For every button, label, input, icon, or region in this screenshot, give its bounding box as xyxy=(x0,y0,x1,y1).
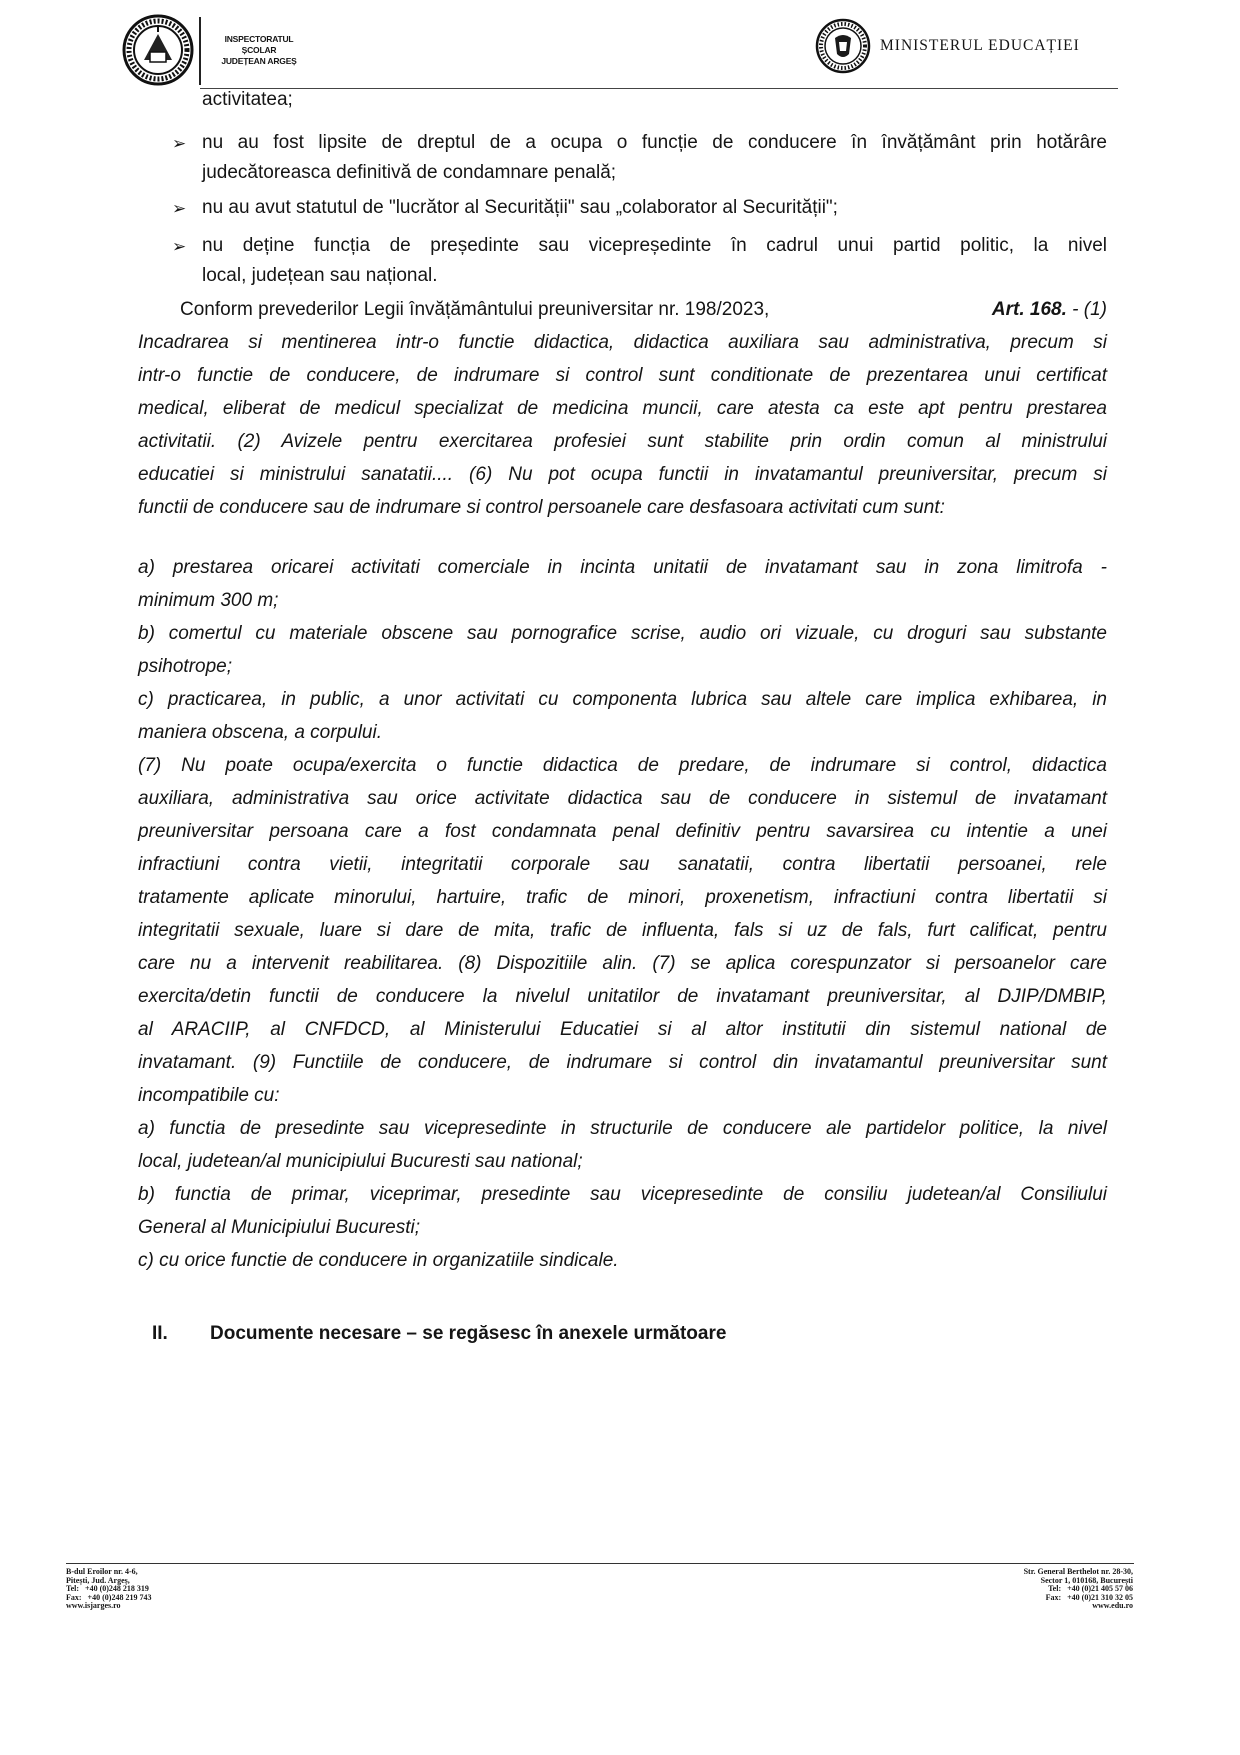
header-rule xyxy=(200,88,1118,89)
header-divider xyxy=(199,17,201,85)
government-seal-logo xyxy=(815,18,871,74)
para7-line-16: c) cu orice functie de conducere in organizatiile sindicale. xyxy=(138,1250,619,1271)
isj-arges-seal-logo xyxy=(122,14,194,86)
bullet-3-line-1: nu deține funcția de președinte sau vicepreședinte în cadrul unui partid politic, la nivel xyxy=(202,235,1107,256)
para7-line-11: incompatibile cu: xyxy=(138,1085,280,1106)
para7-line-15: General al Municipiului Bucuresti; xyxy=(138,1217,420,1238)
list6-b-line-1: b) comertul cu materiale obscene sau pornografice scrise, audio ori vizuale, cu droguri sau substante xyxy=(138,623,1107,644)
art-p1-line-6: functii de conducere sau de indrumare si control persoanele care desfasoara activitati cum sunt: xyxy=(138,497,945,518)
para7-line-13: local, judetean/al municipiului Bucuresti sau national; xyxy=(138,1151,583,1172)
bullet-1-line-1: nu au fost lipsite de dreptul de a ocupa o funcție de conducere în învățământ prin hotărâre xyxy=(202,132,1107,153)
para7-line-3: preuniversitar persoana care a fost condamnata penal definitiv pentru savarsirea cu intentie a unei xyxy=(138,821,1107,842)
para7-line-8: exercita/detin functii de conducere la nivelul unitatilor de invatamant preuniversitar, al DJIP/DMBIP, xyxy=(138,986,1107,1007)
list6-c-line-2: maniera obscena, a corpului. xyxy=(138,722,382,743)
para7-line-6: integritatii sexuale, luare si dare de mita, trafic de influenta, fals si uz de fals, furt calificat, pentru xyxy=(138,920,1107,941)
arrow-bullet-icon: ➢ xyxy=(172,237,187,256)
section-number: II. xyxy=(152,1323,168,1344)
list6-a-line-1: a) prestarea oricarei activitati comerciale in incinta unitatii de invatamant sau in zona limitrofa - xyxy=(138,557,1107,578)
article-ref xyxy=(992,298,1107,322)
para7-line-2: auxiliara, administrativa sau orice activitate didactica sau de conducere in sistemul de invatamant xyxy=(138,788,1107,809)
bullet-3-line-2: local, județean sau național. xyxy=(202,265,438,286)
para7-line-10: invatamant. (9) Functiile de conducere, de indrumare si control din invatamantul preuniversitar sunt xyxy=(138,1052,1107,1073)
art-p1-line-5: educatiei si ministrului sanatatii.... (6) Nu pot ocupa functii in invatamantul preuniversitar, precum si xyxy=(138,464,1107,485)
list6-a-line-2: minimum 300 m; xyxy=(138,590,279,611)
list6-b-line-2: psihotrope; xyxy=(138,656,233,677)
art-p1-line-3: medical, eliberat de medicul specializat de medicina muncii, care atesta ca este apt pentru prestarea xyxy=(138,398,1107,419)
footer-right-line: Sector 1, 010168, București xyxy=(1040,1575,1133,1585)
footer-isj-contact xyxy=(66,1568,151,1611)
footer-left-line: Fax: +40 (0)248 219 743 xyxy=(66,1592,152,1602)
arrow-bullet-icon: ➢ xyxy=(172,199,187,218)
para7-line-7: care nu a intervenit reabilitarea. (8) Dispozitiile alin. (7) se aplica corespunzator si persoanelor care xyxy=(138,953,1107,974)
footer-rule xyxy=(66,1563,1134,1564)
footer-right-line: Tel: +40 (0)21 405 57 06 xyxy=(1048,1584,1133,1593)
footer-left-line: www.isjarges.ro xyxy=(66,1601,121,1610)
footer-ministry-contact xyxy=(930,1568,1133,1611)
footer-left-line: B-dul Eroilor nr. 4-6, xyxy=(66,1567,138,1576)
art-p1-line-2: intr-o functie de conducere, de indrumare si control sunt conditionate de prezentarea unui certificat xyxy=(138,365,1107,386)
para7-line-5: tratamente aplicate minorului, hartuire, trafic de minori, proxenetism, infractiuni contra libertatii si xyxy=(138,887,1107,908)
para7-line-1: (7) Nu poate ocupa/exercita o functie didactica de predare, de indrumare si control, didactica xyxy=(138,755,1107,776)
isj-name-line1: INSPECTORATUL ȘCOLAR xyxy=(224,34,294,55)
isj-name-line2: JUDEȚEAN ARGEȘ xyxy=(221,56,297,66)
list6-c-line-1: c) practicarea, in public, a unor activitati cu componenta lubrica sau altele care implica exhibarea, in xyxy=(138,689,1107,710)
para7-line-4: infractiuni contra vietii, integritatii corporale sau sanatatii, contra libertatii persoanei, rele xyxy=(138,854,1107,875)
conform-text: Conform prevederilor Legii învățământului preuniversitar nr. 198/2023, xyxy=(180,299,770,320)
footer-right-line: Str. General Berthelot nr. 28-30, xyxy=(1023,1567,1133,1576)
art-p1-line-1: Incadrarea si mentinerea intr-o functie didactica, didactica auxiliara sau administrativa, precum si xyxy=(138,332,1107,353)
section-title: Documente necesare – se regăsesc în anexele următoare xyxy=(210,1323,727,1344)
article-label: Art. 168. xyxy=(991,299,1067,320)
footer-left-line: Pitești, Jud. Argeș, xyxy=(66,1575,130,1585)
art-p1-line-4: activitatii. (2) Avizele pentru exercitarea profesiei sunt stabilite prin ordin comun al ministrului xyxy=(138,431,1107,452)
isj-name xyxy=(208,34,310,67)
footer-left-line: Tel: +40 (0)248 218 319 xyxy=(66,1584,149,1593)
page-header xyxy=(0,0,1240,95)
bullet-1-line-2: judecătoreasca definitivă de condamnare penală; xyxy=(202,162,617,183)
continuation-activitatea: activitatea; xyxy=(202,89,293,110)
para7-line-9: al ARACIIP, al CNFDCD, al Ministerului Educatiei si al altor institutii din sistemul national de xyxy=(138,1019,1107,1040)
conform-line xyxy=(180,298,1107,322)
bullet-2-line-1: nu au avut statutul de "lucrător al Securității" sau „colaborator al Securității"; xyxy=(202,197,838,218)
ministry-name: MINISTERUL EDUCAȚIEI xyxy=(880,37,1080,54)
footer-right-line: www.edu.ro xyxy=(1092,1601,1133,1610)
para7-line-12: a) functia de presedinte sau vicepresedinte in structurile de conducere ale partidelor politice, la nivel xyxy=(138,1118,1107,1139)
arrow-bullet-icon: ➢ xyxy=(172,134,187,153)
article-dash: - (1) xyxy=(1066,299,1107,320)
footer-right-line: Fax: +40 (0)21 310 32 05 xyxy=(1045,1592,1133,1602)
para7-line-14: b) functia de primar, viceprimar, presedinte sau vicepresedinte de consiliu judetean/al Consiliului xyxy=(138,1184,1107,1205)
